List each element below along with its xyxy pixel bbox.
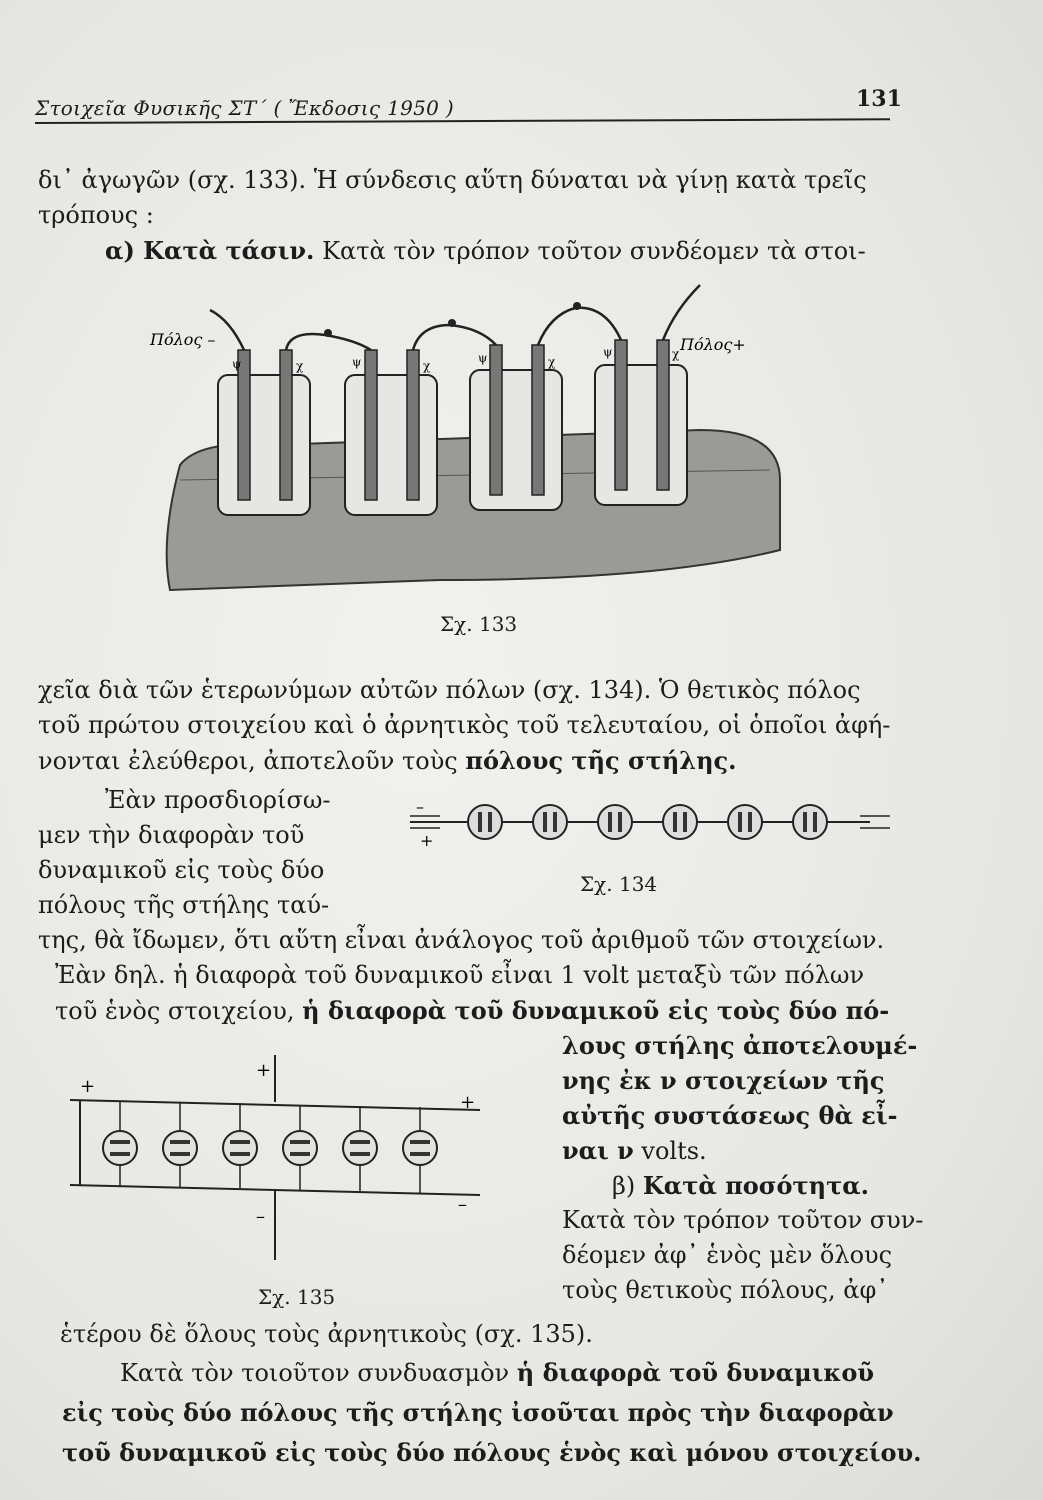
text-line: αὐτῆς συστάσεως θὰ εἶ- — [562, 1101, 898, 1130]
text-line: δι᾽ ἀγωγῶν (σχ. 133). Ἡ σύνδεσις αὕτη δύναται νὰ γίνῃ κατὰ τρεῖς — [38, 166, 867, 194]
fig134-plus: + — [420, 831, 434, 850]
fig135-minus-bottom: – — [256, 1206, 265, 1227]
figure-134-caption: Σχ. 134 — [580, 872, 658, 896]
pole-negative-label: Πόλος – — [150, 330, 216, 349]
text-line: εἰς τοὺς δύο πόλους τῆς στήλης ἰσοῦται πρὸς τὴν διαφορὰν — [62, 1398, 894, 1427]
text-line: δέομεν ἀφ᾽ ἑνὸς μὲν ὅλους — [562, 1241, 893, 1269]
subsection-heading: α) Κατὰ τάσιν. — [105, 236, 315, 265]
text-line: τοὺς θετικοὺς πόλους, ἀφ᾽ — [562, 1276, 889, 1304]
fig135-plus-right: + — [460, 1092, 476, 1113]
text-line: δυναμικοῦ εἰς τοὺς δύο — [38, 856, 325, 884]
text-line: πόλους τῆς στήλης ταύ- — [38, 891, 330, 919]
text-line — [612, 1171, 869, 1200]
figure-135-caption: Σχ. 135 — [258, 1285, 336, 1309]
emphasis-text: πόλους τῆς στήλης. — [465, 746, 737, 775]
text-line: χεῖα διὰ τῶν ἑτερωνύμων αὐτῶν πόλων (σχ. 134). Ὁ θετικὸς πόλος — [38, 676, 861, 704]
figure-134-illustration — [400, 792, 900, 852]
text-line — [55, 996, 889, 1025]
text-line — [120, 1358, 874, 1387]
text-fragment: τοῦ ἑνὸς στοιχείου, — [55, 997, 295, 1025]
figure-133-caption: Σχ. 133 — [440, 612, 518, 636]
text-line: τοῦ πρώτου στοιχείου καὶ ὁ ἀρνητικὸς τοῦ τελευταίου, οἱ ὁποῖοι ἀφή- — [38, 711, 891, 739]
fig135-plus-top: + — [256, 1060, 272, 1081]
electrode-label: ψ — [352, 355, 362, 369]
electrode-label: ψ — [232, 357, 242, 371]
text-fragment: volts. — [641, 1137, 707, 1165]
text-fragment: νονται ἐλεύθεροι, ἀποτελοῦν τοὺς — [38, 747, 458, 775]
figure-133-illustration — [140, 280, 800, 600]
electrode-label: ψ — [478, 351, 488, 365]
text-line: τοῦ δυναμικοῦ εἰς τοὺς δύο πόλους ἑνὸς καὶ μόνου στοιχείου. — [62, 1438, 922, 1467]
text-line: της, θὰ ἴδωμεν, ὅτι αὕτη εἶναι ἀνάλογος τοῦ ἀριθμοῦ τῶν στοιχείων. — [38, 926, 885, 954]
running-header: Στοιχεῖα Φυσικῆς ΣΤ΄ ( Ἔκδοσις 1950 ) — [35, 96, 454, 120]
electrode-label: χ — [423, 359, 431, 373]
text-line: Ἐὰν δηλ. ἡ διαφορὰ τοῦ δυναμικοῦ εἶναι 1 volt μεταξὺ τῶν πόλων — [55, 961, 865, 989]
subsection-heading: Κατὰ ποσότητα. — [642, 1171, 870, 1200]
text-line: λους στήλης ἀποτελουμέ- — [562, 1031, 918, 1060]
text-fragment: Κατὰ τὸν τρόπον τοῦτον συνδέομεν τὰ στοι- — [322, 237, 866, 265]
text-fragment: β) — [612, 1172, 636, 1200]
text-line: τρόπους : — [38, 201, 154, 229]
emphasis-text: ναι ν — [562, 1136, 634, 1165]
text-fragment: Κατὰ τὸν τοιοῦτον συνδυασμὸν — [120, 1359, 510, 1387]
fig135-minus-right: – — [458, 1194, 467, 1215]
electrode-label: χ — [672, 347, 680, 361]
text-line — [105, 236, 866, 265]
pole-positive-label: Πόλος+ — [680, 335, 746, 354]
fig135-plus-left: + — [80, 1076, 96, 1097]
text-line: ἑτέρου δὲ ὅλους τοὺς ἀρνητικοὺς (σχ. 135). — [60, 1320, 593, 1348]
text-line: Κατὰ τὸν τρόπον τοῦτον συν- — [562, 1206, 924, 1234]
text-line: Ἐὰν προσδιορίσω- — [105, 786, 331, 814]
figure-135-illustration — [60, 1050, 490, 1270]
text-line: μεν τὴν διαφορὰν τοῦ — [38, 821, 305, 849]
text-line: νης ἐκ ν στοιχείων τῆς — [562, 1066, 885, 1095]
text-line — [38, 746, 737, 775]
electrode-label: χ — [548, 355, 556, 369]
emphasis-text: ἡ διαφορὰ τοῦ δυναμικοῦ εἰς τοὺς δύο πό- — [302, 996, 890, 1025]
electrode-label: ψ — [603, 345, 613, 359]
page-number: 131 — [856, 86, 902, 112]
electrode-label: χ — [296, 359, 304, 373]
fig134-minus: – — [416, 797, 424, 816]
text-line — [562, 1136, 707, 1165]
emphasis-text: ἡ διαφορὰ τοῦ δυναμικοῦ — [516, 1358, 874, 1387]
